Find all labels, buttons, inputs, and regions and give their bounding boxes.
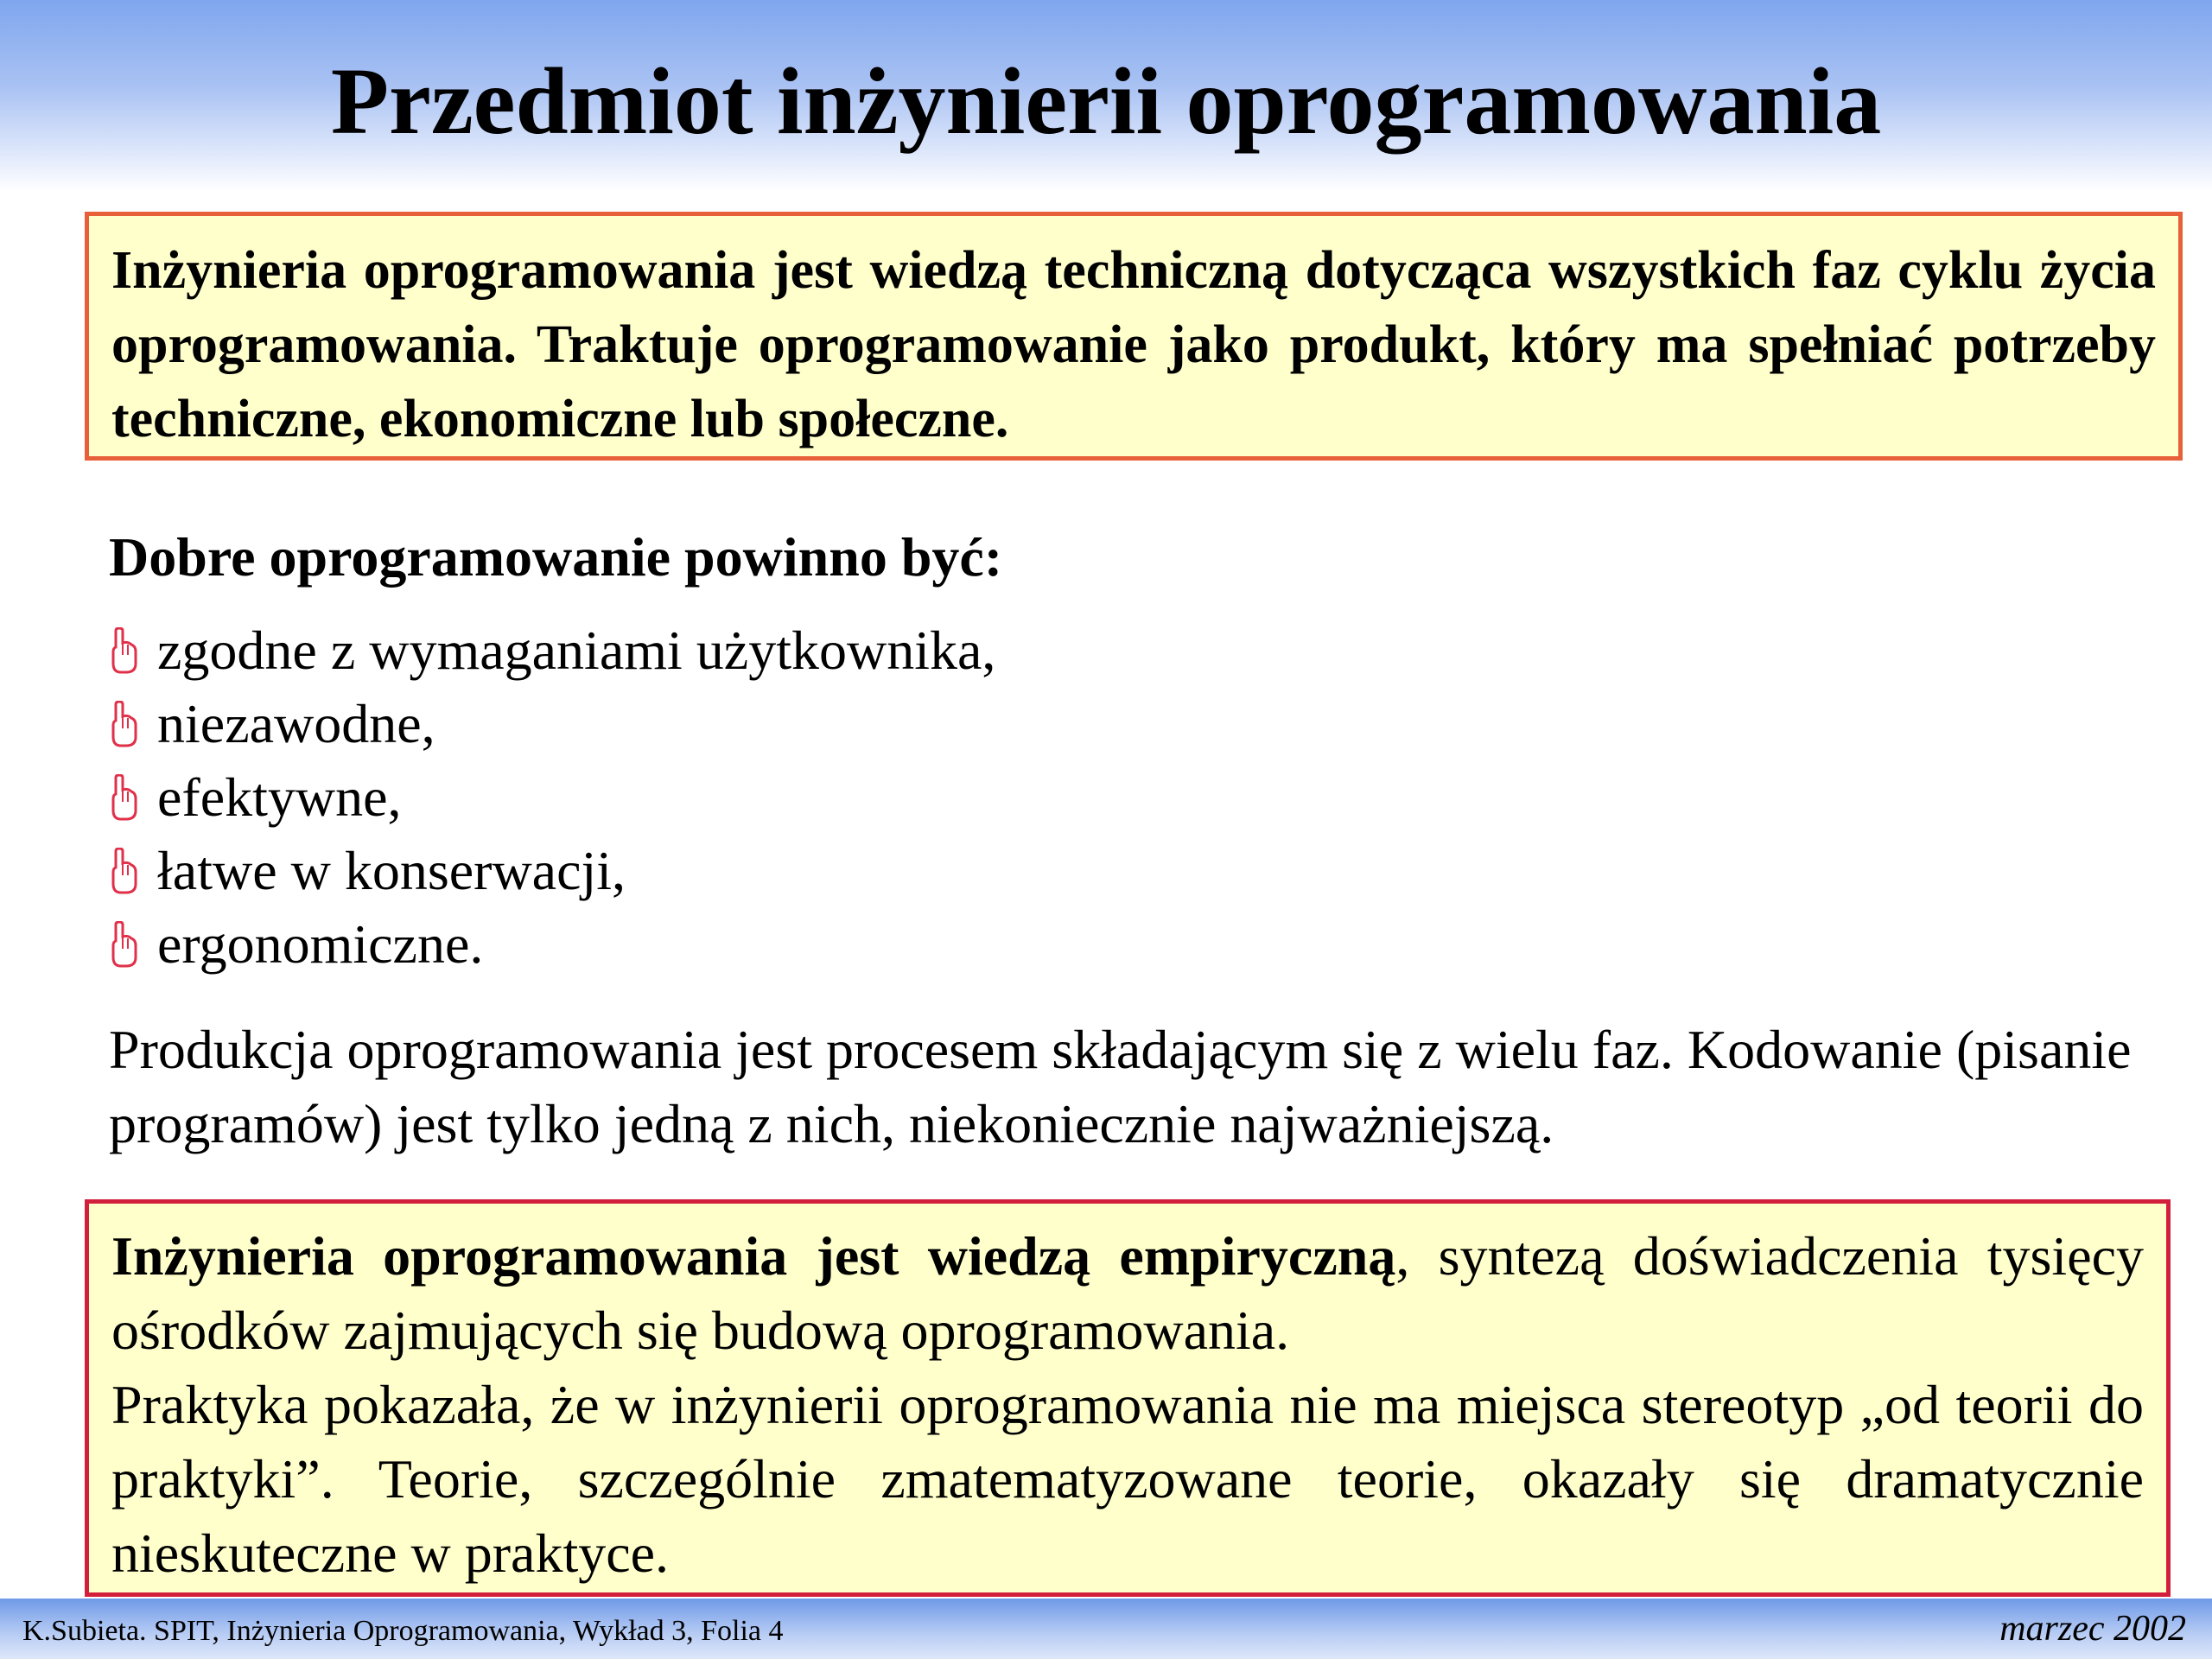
list-item — [109, 760, 995, 834]
definition-box — [85, 212, 2183, 461]
list-item — [109, 687, 995, 760]
pointing-hand-icon — [109, 848, 138, 894]
production-paragraph: Produkcja oprogramowania jest procesem składającym się z wielu faz. Kodowanie (pisanie programów) jest tylko jedną z nich, niekoniecznie najważniejszą. — [109, 1019, 2132, 1154]
footer-date: marzec 2002 — [1999, 1609, 2186, 1649]
empirical-second-paragraph: Praktyka pokazała, że w inżynierii oprogramowania nie ma miejsca stereotyp „od teorii do praktyki”. Teorie, szczególnie zmatematyzowane teorie, okazały się dramatycznie nieskuteczne w praktyce. — [111, 1374, 2144, 1584]
slide-title: Przedmiot inżynierii oprogramowania — [330, 48, 1882, 154]
pointing-hand-icon — [109, 921, 138, 968]
pointing-hand-icon — [109, 627, 138, 674]
pointing-hand-icon — [109, 701, 138, 747]
list-item-label: efektywne, — [157, 766, 402, 828]
empirical-box — [85, 1199, 2171, 1597]
empirical-first-paragraph — [111, 1219, 2144, 1368]
list-item-label: ergonomiczne. — [157, 913, 484, 975]
pointing-hand-icon — [109, 774, 138, 821]
list-item-label: niezawodne, — [157, 693, 435, 754]
good-software-heading: Dobre oprogramowanie powinno być: — [109, 526, 1003, 588]
list-item — [109, 834, 995, 907]
good-software-list — [109, 613, 995, 981]
empirical-first-rest: , syntezą doświadczenia tysięcy ośrodków zajmujących się budową oprogramowania. — [111, 1225, 2145, 1361]
footer-credit: K.Subieta. SPIT, Inżynieria Oprogramowania, Wykład 3, Folia 4 — [22, 1615, 784, 1647]
list-item-label: łatwe w konserwacji, — [157, 840, 626, 901]
list-item — [109, 613, 995, 687]
list-item-label: zgodne z wymaganiami użytkownika, — [157, 620, 996, 681]
empirical-bold-lead: Inżynieria oprogramowania jest wiedzą empiryczną — [111, 1225, 1396, 1287]
list-item — [109, 907, 995, 981]
definition-text: Inżynieria oprogramowania jest wiedzą techniczną dotycząca wszystkich faz cyklu życia oprogramowania. Traktuje oprogramowanie jako produkt, który ma spełniać potrzeby techniczne, ekonomiczne lub społeczne. — [111, 241, 2156, 448]
